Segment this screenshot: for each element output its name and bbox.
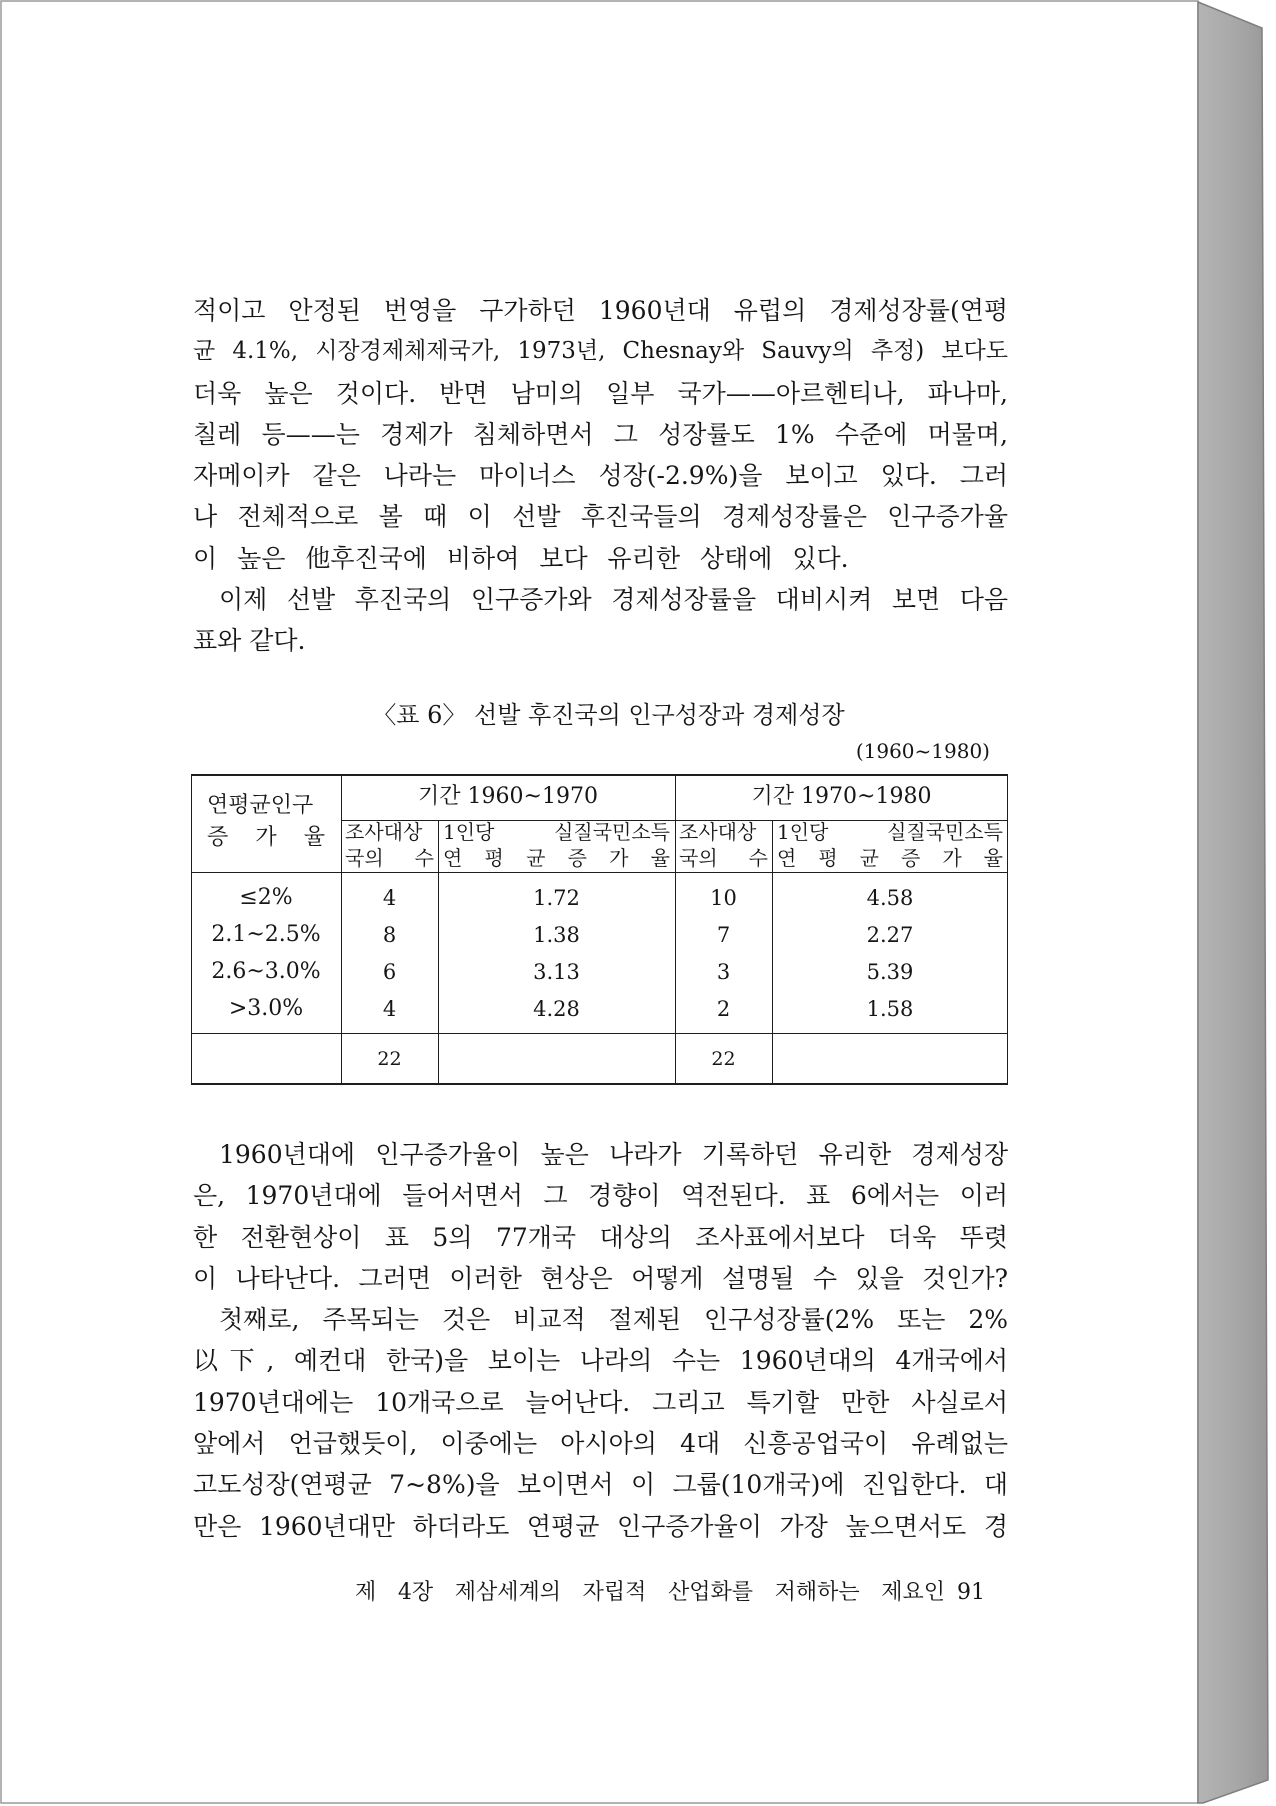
text-line: 이 나타난다. 그러면 이러한 현상은 어떻게 설명될 수 있을 것인가? [193, 1263, 1008, 1293]
total-separator-rule [191, 1033, 1008, 1034]
sub-header-line: 1인당 실질국민소득 [443, 820, 670, 844]
text-line: 앞에서 언급했듯이, 이중에는 아시아의 4대 신흥공업국이 유례없는 [193, 1429, 1008, 1459]
table-period-note: (1960~1980) [855, 739, 990, 763]
count-cell: 3 [716, 960, 731, 984]
text-line: 고도성장(연평균 7~8%)을 보이면서 이 그룹(10개국)에 진입한다. 대 [193, 1470, 1008, 1500]
count-cell: 8 [382, 923, 397, 947]
period-header-1970: 기간 1970~1980 [751, 784, 932, 809]
text-line: 한 전환현상이 표 5의 77개국 대상의 조사표에서보다 더욱 뚜렷 [193, 1222, 1008, 1252]
row-header [191, 790, 341, 854]
text-line: 은, 1970년대에 들어서면서 그 경향이 역전된다. 표 6에서는 이러 [193, 1181, 1008, 1211]
table-top-rule [191, 774, 1008, 776]
text-line: 이제 선발 후진국의 인구증가와 경제성장률을 대비시켜 보면 다음 [219, 585, 1008, 615]
sub-header-line: 조사대상 [679, 820, 757, 844]
row-header-line: 연평균인구 [207, 793, 314, 818]
sub-header-line: 연 평 균 증 가 율 [443, 846, 670, 870]
text-line: 만은 1960년대만 하더라도 연평균 인구증가율이 가장 높으면서도 경 [193, 1511, 1008, 1541]
sub-header-line: 조사대상 [345, 820, 423, 844]
table-bottom-rule [191, 1083, 1008, 1085]
text-line: 표와 같다. [193, 626, 306, 656]
growth-cell: 1.72 [533, 886, 580, 910]
header-bottom-rule [191, 872, 1008, 873]
rate-cell: 2.1~2.5% [211, 922, 321, 947]
count-cell: 4 [382, 997, 397, 1021]
row-header-line: 증 가 율 [207, 825, 325, 850]
total-count-cell: 22 [711, 1048, 736, 1070]
sub-header-line: 1인당 실질국민소득 [777, 820, 1003, 844]
growth-cell: 1.38 [533, 923, 580, 947]
rate-cell: >3.0% [228, 996, 304, 1021]
count-cell: 10 [710, 886, 737, 910]
growth-cell: 3.13 [533, 960, 580, 984]
text-line: 자메이카 같은 나라는 마이너스 성장(-2.9%)을 보이고 있다. 그러 [193, 461, 1008, 491]
lower-text-block [193, 1134, 1008, 1547]
table-caption: 〈표 6〉 선발 후진국의 인구성장과 경제성장 [372, 701, 845, 729]
growth-cell: 4.28 [533, 997, 580, 1021]
text-line: 이 높은 他후진국에 비하여 보다 유리한 상태에 있다. [193, 543, 849, 573]
rate-cell: 2.6~3.0% [211, 959, 321, 984]
text-line: 1960년대에 인구증가율이 높은 나라가 기록하던 유리한 경제성장 [219, 1140, 1008, 1169]
sub-header-count [341, 819, 438, 871]
sub-header-line: 국의 수 [345, 846, 434, 870]
sub-header-growth [772, 819, 1008, 871]
text-line: 첫째로, 주목되는 것은 비교적 절제된 인구성장률(2% 또는 2% [219, 1305, 1008, 1335]
running-footer: 제 4장 제삼세계의 자립적 산업화를 저해하는 제요인 [355, 1580, 945, 1605]
period-header-1960: 기간 1960~1970 [418, 784, 598, 809]
data-table [191, 774, 1008, 1086]
text-line: 더욱 높은 것이다. 반면 남미의 일부 국가——아르헨티나, 파나마, [193, 378, 1008, 408]
text-line: 1970년대에는 10개국으로 늘어난다. 그리고 특기할 만한 사실로서 [193, 1387, 1008, 1417]
sub-header-line: 연 평 균 증 가 율 [777, 846, 1003, 870]
sub-header-line: 국의 수 [679, 846, 768, 870]
growth-cell: 2.27 [866, 923, 914, 947]
sub-header-growth [438, 819, 675, 871]
page-number: 91 [957, 1580, 985, 1605]
rate-cell: ≤2% [239, 885, 293, 910]
total-count-cell: 22 [377, 1048, 402, 1070]
count-cell: 4 [382, 886, 397, 910]
text-line: 칠레 등——는 경제가 침체하면서 그 성장률도 1% 수준에 머물며, [193, 419, 1008, 449]
growth-cell: 5.39 [866, 960, 914, 984]
page-thickness [1198, 2, 1268, 1803]
count-cell: 7 [716, 923, 731, 947]
count-cell: 6 [382, 960, 397, 984]
text-line: 적이고 안정된 번영을 구가하던 1960년대 유럽의 경제성장률(연평 [193, 296, 1008, 325]
upper-text-block [193, 290, 1008, 662]
growth-cell: 4.58 [866, 886, 914, 910]
text-line: 以下, 예컨대 한국)을 보이는 나라의 수는 1960년대의 4개국에서 [193, 1346, 1008, 1376]
text-line: 균 4.1%, 시장경제체제국가, 1973년, Chesnay와 Sauvy의 추정) 보다도 [193, 338, 1008, 365]
sub-header-count [675, 819, 772, 871]
text-line: 나 전체적으로 볼 때 이 선발 후진국들의 경제성장률은 인구증가율 [193, 502, 1008, 532]
count-cell: 2 [716, 997, 731, 1021]
growth-cell: 1.58 [866, 997, 914, 1021]
